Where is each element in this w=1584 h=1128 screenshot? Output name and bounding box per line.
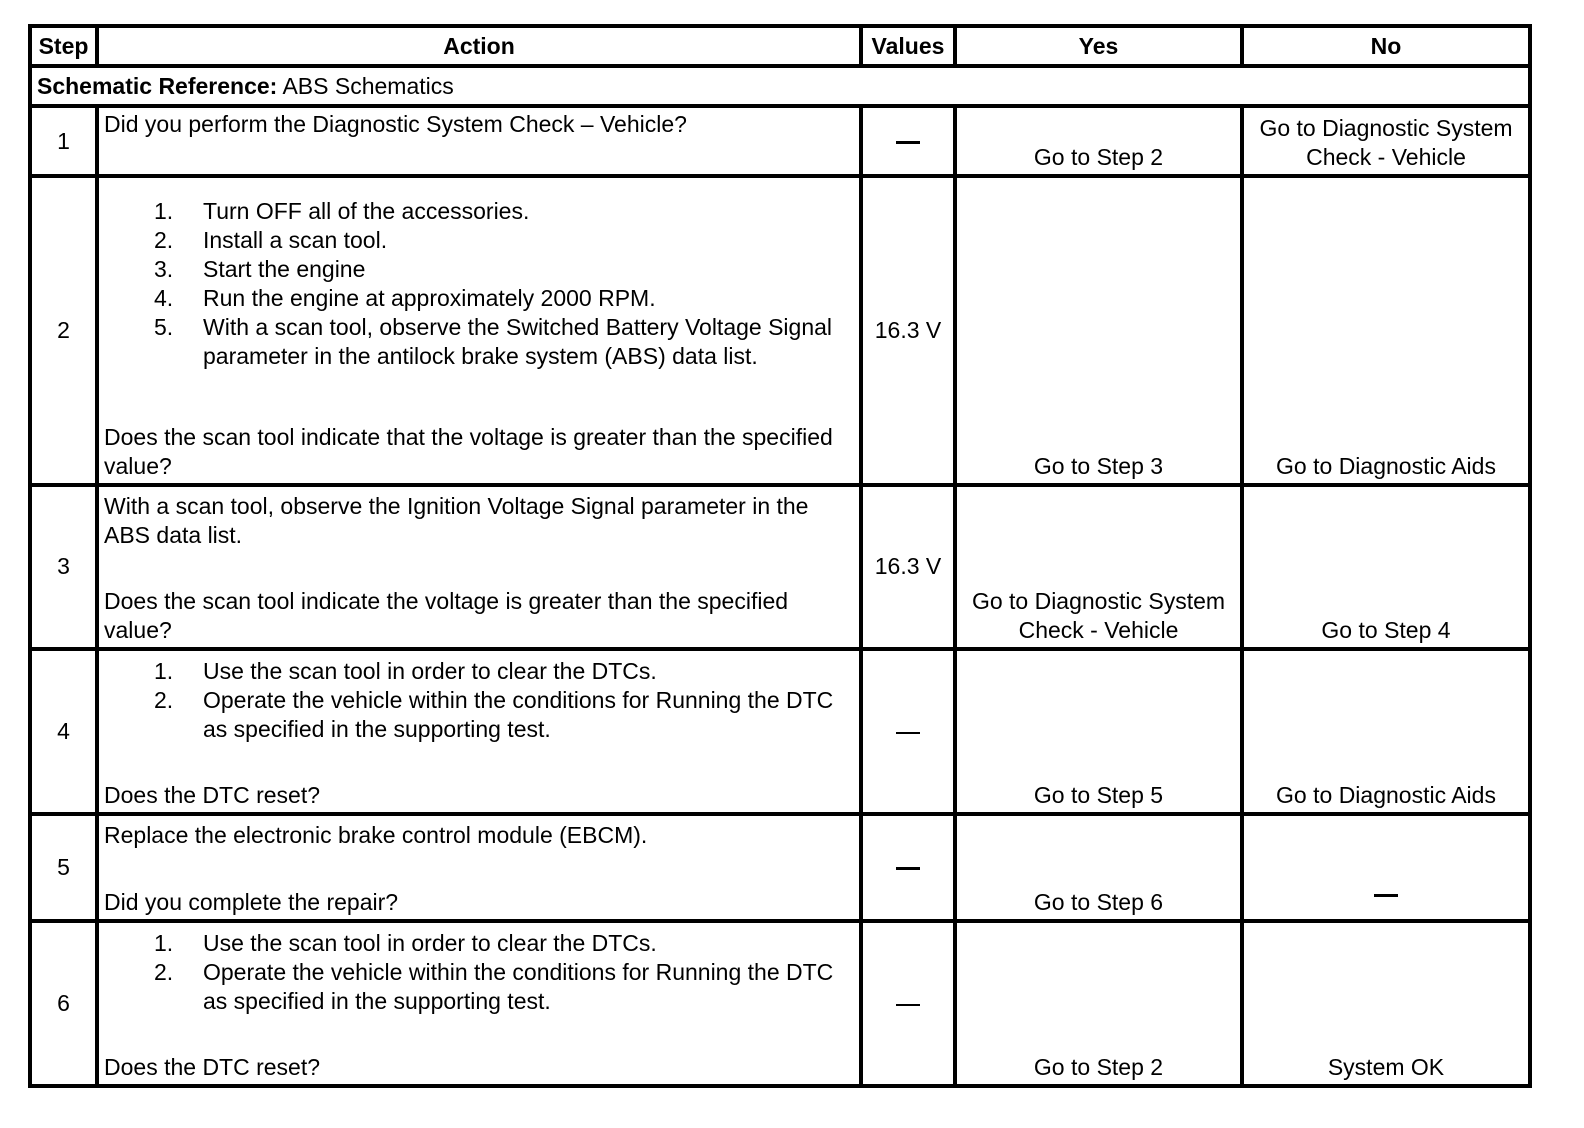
dash-mark: [896, 1004, 920, 1006]
item-number: 2.: [154, 687, 174, 714]
no-cell: Go to Step 4: [1242, 485, 1530, 649]
diagnostic-table: [28, 24, 1532, 1088]
dash-mark: [896, 732, 920, 734]
step-number: 4: [30, 649, 97, 814]
item-text: Start the engine: [203, 255, 366, 282]
item-text: Turn OFF all of the accessories.: [203, 197, 530, 224]
dash-mark: [896, 867, 920, 870]
item-number: 4.: [154, 284, 174, 311]
item-text: Use the scan tool in order to clear the DTCs.: [203, 930, 657, 956]
action-question: Does the DTC reset?: [104, 782, 321, 809]
action-question: Does the scan tool indicate that the voltage is greater than the specified value?: [104, 423, 833, 479]
action-text: With a scan tool, observe the Ignition Voltage Signal parameter in the ABS data list.: [104, 493, 809, 549]
schematic-reference: [30, 66, 1530, 106]
action-cell: [97, 814, 861, 920]
yes-cell: Go to Step 5: [955, 649, 1242, 814]
table-row: [30, 485, 1530, 649]
action-question: Did you complete the repair?: [104, 888, 399, 915]
list-item: [104, 686, 854, 744]
no-cell: Go to Diagnostic Aids: [1242, 176, 1530, 485]
item-number: 5.: [154, 313, 174, 340]
no-cell: [1242, 814, 1530, 920]
value-cell: [861, 921, 955, 1086]
yes-cell: Go to Step 3: [955, 176, 1242, 485]
step-number: 3: [30, 485, 97, 649]
item-text: Operate the vehicle within the conditions for Running the DTC as specified in the supporting test.: [203, 687, 834, 743]
value-cell: 16.3 V: [861, 176, 955, 485]
no-cell: Go to Diagnostic Aids: [1242, 649, 1530, 814]
step-number: 1: [30, 106, 97, 176]
item-text: Run the engine at approximately 2000 RPM.: [203, 284, 656, 311]
header-values: Values: [861, 26, 955, 66]
item-number: 1.: [154, 930, 174, 956]
list-item: [104, 313, 854, 371]
item-text: Operate the vehicle within the conditions for Running the DTC as specified in the supporting test.: [203, 959, 834, 1014]
list-item: [104, 284, 854, 313]
action-question: Does the DTC reset?: [104, 1054, 321, 1080]
header-yes: Yes: [955, 26, 1242, 66]
list-item: [104, 255, 854, 284]
list-item: [104, 657, 854, 686]
item-text: With a scan tool, observe the Switched Battery Voltage Signal parameter in the antilock brake system (ABS) data list.: [203, 313, 833, 369]
action-cell: [97, 485, 861, 649]
item-text: Install a scan tool.: [203, 226, 388, 253]
schematic-reference-label: Schematic Reference:: [37, 72, 278, 99]
value-cell: 16.3 V: [861, 485, 955, 649]
item-text: Use the scan tool in order to clear the DTCs.: [203, 658, 657, 685]
item-number: 2.: [154, 226, 174, 253]
list-item: [104, 226, 854, 255]
dash-mark: [1374, 894, 1398, 897]
action-cell: [97, 176, 861, 485]
table-row: [30, 106, 1530, 176]
action-text: Replace the electronic brake control module (EBCM).: [104, 821, 648, 848]
table-row: [30, 649, 1530, 814]
value-cell: [861, 814, 955, 920]
action-cell: [97, 106, 861, 176]
action-steps: [104, 929, 854, 1016]
schematic-reference-row: [30, 66, 1530, 106]
action-steps: [104, 657, 854, 744]
table-row: [30, 921, 1530, 1086]
no-cell: Go to Diagnostic System Check - Vehicle: [1242, 106, 1530, 176]
item-number: 1.: [154, 197, 174, 224]
step-number: 6: [30, 921, 97, 1086]
schematic-reference-value: ABS Schematics: [282, 72, 454, 99]
list-item: [104, 197, 854, 226]
item-number: 1.: [154, 658, 174, 685]
item-number: 2.: [154, 959, 174, 985]
header-no: No: [1242, 26, 1530, 66]
value-cell: [861, 106, 955, 176]
yes-cell: Go to Step 2: [955, 921, 1242, 1086]
yes-cell: Go to Step 2: [955, 106, 1242, 176]
action-text: Did you perform the Diagnostic System Check – Vehicle?: [104, 111, 687, 138]
dash-mark: [896, 141, 920, 144]
yes-cell: Go to Step 6: [955, 814, 1242, 920]
yes-cell: Go to Diagnostic System Check - Vehicle: [955, 485, 1242, 649]
action-cell: [97, 649, 861, 814]
table-row: [30, 814, 1530, 920]
header-row: [30, 26, 1530, 66]
header-action: Action: [97, 26, 861, 66]
action-question: Does the scan tool indicate the voltage is greater than the specified value?: [104, 588, 789, 644]
value-cell: [861, 649, 955, 814]
list-item: [104, 929, 854, 958]
list-item: [104, 958, 854, 1016]
action-cell: [97, 921, 861, 1086]
step-number: 2: [30, 176, 97, 485]
table-row: [30, 176, 1530, 485]
header-step: Step: [30, 26, 97, 66]
step-number: 5: [30, 814, 97, 920]
item-number: 3.: [154, 255, 174, 282]
action-steps: [104, 197, 854, 371]
no-cell: System OK: [1242, 921, 1530, 1086]
